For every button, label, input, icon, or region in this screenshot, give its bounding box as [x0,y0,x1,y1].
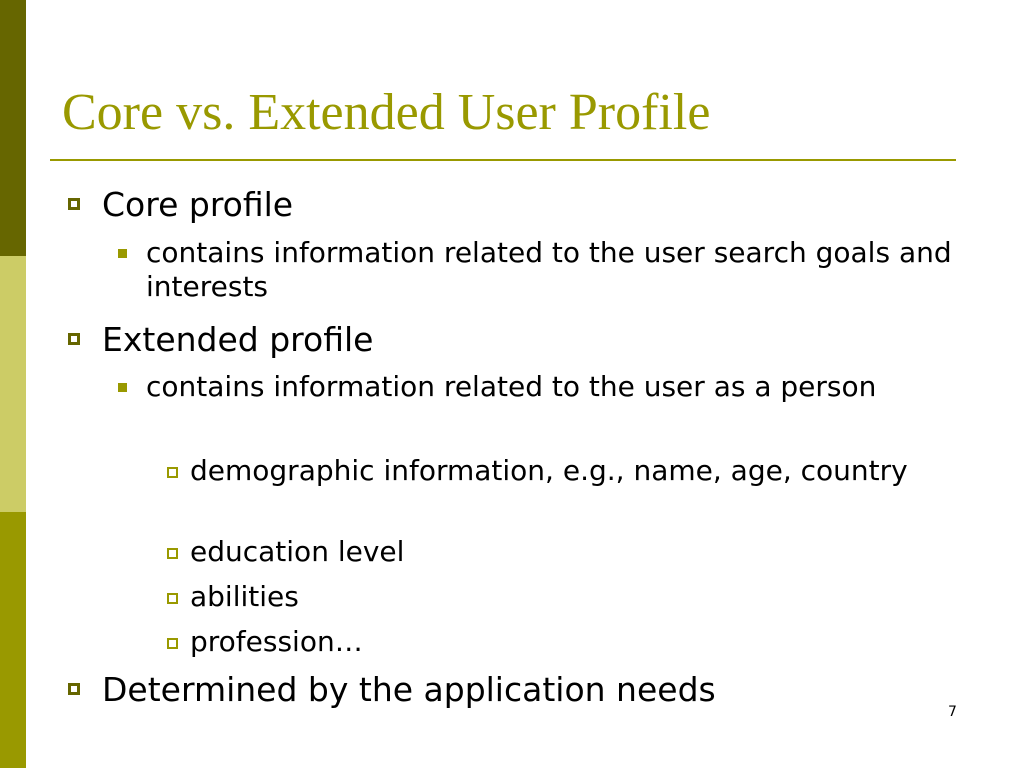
bullet-determined-by-needs [102,670,716,710]
hollow-square-bullet-icon [167,638,178,649]
sub-bullet-abilities [190,580,960,614]
bullet-extended-profile [102,320,373,360]
hollow-square-bullet-icon [167,593,178,604]
bullet-text: Core profile [102,185,294,224]
hollow-square-bullet-icon [68,683,80,695]
sub-bullet-demographic [190,454,960,488]
left-stripe-bottom [0,512,26,768]
filled-square-bullet-icon [118,383,127,392]
bullet-core-profile-detail [146,236,966,303]
title-underline [50,159,956,161]
sub-bullet-profession [190,625,960,659]
hollow-square-bullet-icon [167,467,178,478]
bullet-extended-profile-detail [146,370,966,404]
left-stripe-top [0,0,26,256]
hollow-square-bullet-icon [68,198,80,210]
left-stripe-middle [0,256,26,512]
bullet-core-profile [102,185,293,225]
bullet-text: profession… [190,625,363,658]
filled-square-bullet-icon [118,249,127,258]
hollow-square-bullet-icon [68,333,80,345]
bullet-text: contains information related to the user search goals and interests [146,236,952,303]
bullet-text: Extended profile [102,320,374,359]
sub-bullet-education [190,535,960,569]
bullet-text: Determined by the application needs [102,670,716,709]
bullet-text: education level [190,535,405,568]
bullet-text: contains information related to the user as a person [146,370,877,403]
bullet-text: demographic information, e.g., name, age, country [190,454,908,487]
hollow-square-bullet-icon [167,548,178,559]
bullet-text: abilities [190,580,299,613]
slide-title: Core vs. Extended User Profile [62,84,711,141]
page-number: 7 [948,704,957,720]
